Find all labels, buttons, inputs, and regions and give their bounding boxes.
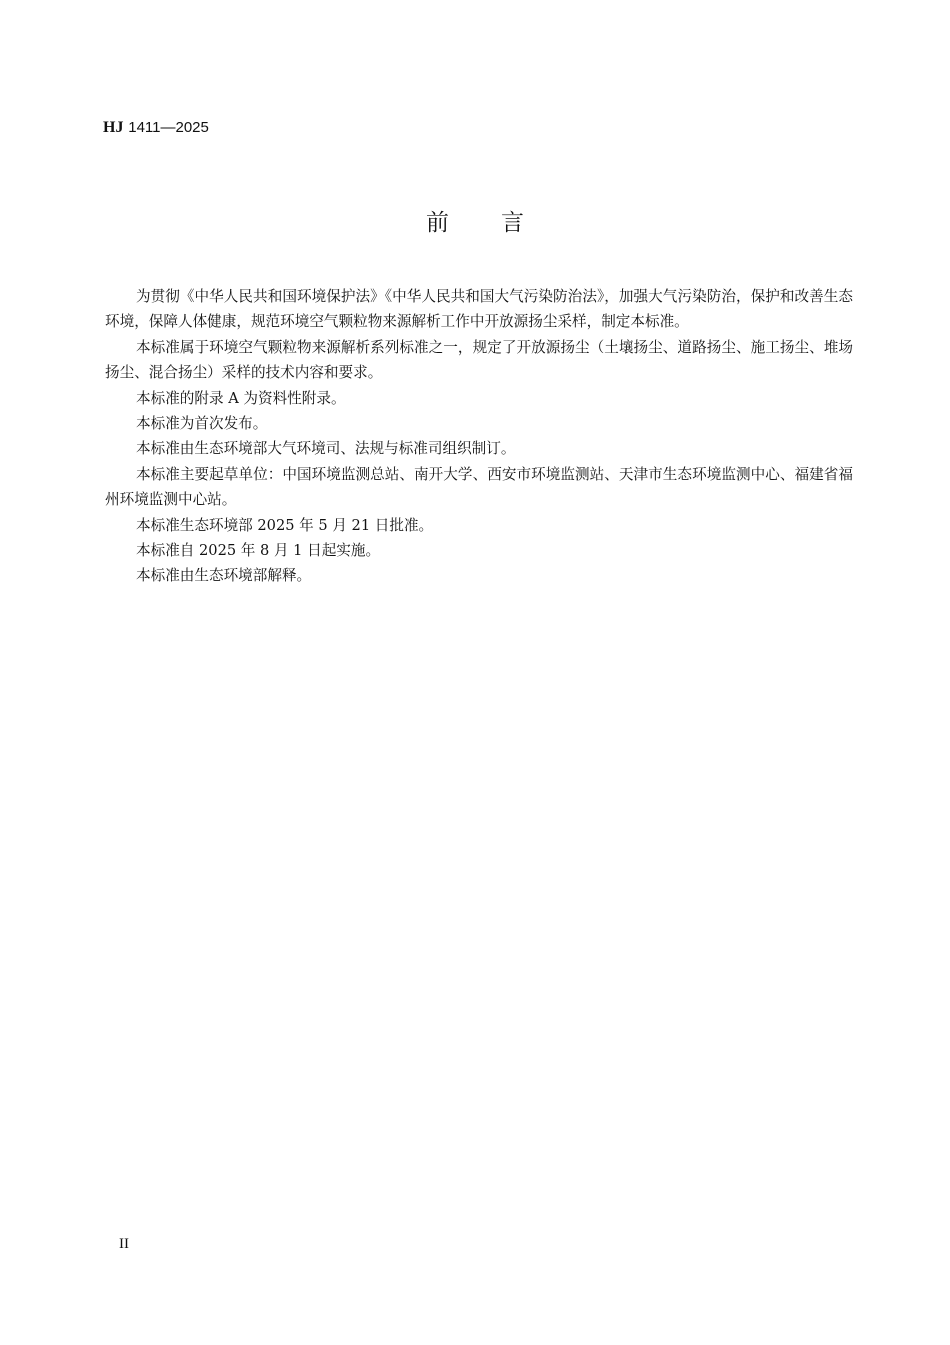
paragraph-interpretation: 本标准由生态环境部解释。	[136, 567, 312, 585]
page-number: II	[119, 1236, 129, 1252]
paragraph-scope: 本标准属于环境空气颗粒物来源解析系列标准之一，规定了开放源扬尘（土壤扬尘、道路扬尘、施工扬尘、堆场扬尘、混合扬尘）采样的技术内容和要求。	[105, 338, 853, 382]
standard-prefix: HJ	[103, 119, 124, 136]
paragraph-first-release: 本标准为首次发布。	[136, 415, 268, 433]
page-title: 前言	[426, 210, 576, 236]
paragraph-drafting-units: 本标准主要起草单位：中国环境监测总站、南开大学、西安市环境监测站、天津市生态环境监测中心、福建省福州环境监测中心站。	[105, 465, 853, 509]
standard-code-header	[103, 117, 209, 138]
standard-number: 1411—2025	[128, 119, 209, 136]
paragraph-purpose: 为贯彻《中华人民共和国环境保护法》《中华人民共和国大气污染防治法》，加强大气污染防治，保护和改善生态环境，保障人体健康，规范环境空气颗粒物来源解析工作中开放源扬尘采样，制定本标准。	[105, 288, 853, 331]
paragraph-appendix: 本标准的附录 A 为资料性附录。	[136, 389, 346, 407]
paragraph-effective-date: 本标准自 2025 年 8 月 1 日起实施。	[136, 542, 381, 560]
paragraph-approval-date: 本标准生态环境部 2025 年 5 月 21 日批准。	[136, 516, 434, 534]
foreword-body	[105, 284, 853, 589]
paragraph-organizer: 本标准由生态环境部大气环境司、法规与标准司组织制订。	[136, 440, 516, 458]
